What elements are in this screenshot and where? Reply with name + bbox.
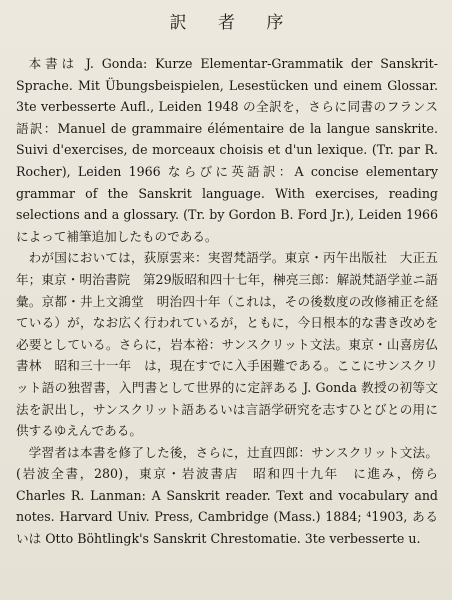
paragraph-2: わが国においては，荻原雲来：実習梵語学。東京・丙午出版社 大正五年；東京・明治書院 第29版昭和四十七年，榊亮三郎：解説梵語学並ニ語彙。京都・井上文鴻堂 明治四十年（これは，その後数度の改修補正を経ている）が，なお広く行われているが，ともに，今日根本的な書き改めを必要としている。さらに，岩本裕：サンスクリット文法。東京・山喜房仏書林 昭和三十一年 は，現在すでに入手困難である。ここにサンスクリット語の独習書，入門書として世界的に定評ある J. Gonda 教授の初等文法を訳出し，サンスクリット語あるいは言語学研究を志すひとびとの用に供するゆえんである。	[16, 250, 438, 439]
paragraph-1: 本書は J. Gonda: Kurze Elementar-Grammatik der Sanskrit-Sprache. Mit Übungsbeispielen, Lesestücken und einem Glossar. 3te verbesserte Aufl., Leiden 1948 の全訳を，さらに同書のフランス語訳：Manuel de grammaire élémentaire de la langue sanskrite. Suivi d'exercises, de morceaux choisis et d'un lexique. (Tr. par R. Rocher), Leiden 1966 ならびに英語訳：A concise elementary grammar of the Sanskrit language. With exercises, reading selections and a glossary. (Tr. by Gordon B. Ford Jr.), Leiden 1966 によって補筆追加したものである。	[16, 56, 438, 244]
page-title: 訳 者 序	[169, 13, 297, 33]
paragraph-3: 学習者は本書を修了した後，さらに，辻直四郎：サンスクリット文法。(岩波全書，280)，東京・岩波書店 昭和四十九年 に進み，傍ら Charles R. Lanman: A Sanskrit reader. Text and vocabulary and notes. Harvard Univ. Press, Cambridge (Mass.) 1884; ⁴1903, あるいは Otto Böhtlingk's Sanskrit Chrestomatie. 3te verbesserte u.	[16, 444, 438, 547]
